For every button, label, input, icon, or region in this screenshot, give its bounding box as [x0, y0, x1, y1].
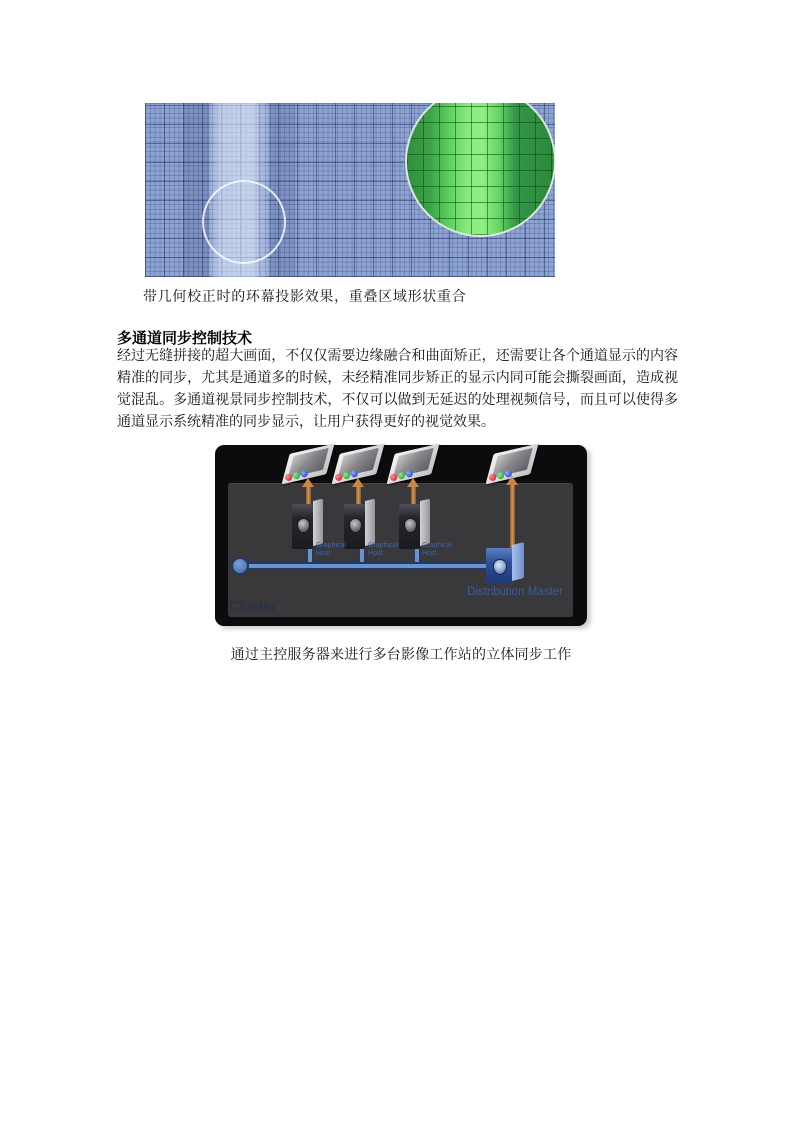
- figure1-grid-photo: [145, 103, 555, 277]
- display-panel-2: [335, 450, 381, 478]
- grid-dark-band-left: [183, 103, 209, 277]
- alignment-circle: [202, 180, 286, 264]
- network-bus: [239, 562, 491, 570]
- host-label-3: Graphical Host: [422, 542, 452, 557]
- master-server-tower: [486, 545, 528, 585]
- master-label: Distribution Master: [467, 586, 563, 598]
- tower-side: [512, 542, 524, 581]
- magnifier-circle: [405, 103, 555, 237]
- host-label-1: Graphical Host: [316, 542, 346, 557]
- figure2-cluster-diagram: [215, 445, 587, 626]
- body-paragraph: 经过无缝拼接的超大画面，不仅仅需要边缘融合和曲面矫正，还需要让各个通道显示的内容精准的同步，尤其是通道多的时候，未经精准同步矫正的显示内同可能会撕裂画面，造成视觉混乱。多通道视景同步控制技术，不仅可以做到无延迟的处理视频信号，而且可以使得多通道显示系统精准的同步显示，让用户获得更好的视觉效果。: [117, 349, 678, 430]
- display-panel-1: [285, 450, 331, 478]
- host-label-2: Graphical Host: [368, 542, 398, 557]
- sync-arrow-icon-4: [510, 485, 515, 549]
- cluster-label: Cluster: [229, 598, 277, 615]
- network-node-icon: [231, 557, 249, 575]
- figure2-caption: 通过主控服务器来进行多台影像工作站的立体同步工作: [230, 648, 572, 663]
- display-panel-3: [390, 450, 436, 478]
- tower-side: [313, 499, 323, 546]
- figure1-caption: 带几何校正时的环幕投影效果，重叠区域形状重合: [143, 290, 467, 305]
- tower-side: [365, 499, 375, 546]
- section-heading: 多通道同步控制技术: [117, 330, 253, 347]
- tower-side: [420, 499, 430, 546]
- display-panel-4: [489, 450, 535, 478]
